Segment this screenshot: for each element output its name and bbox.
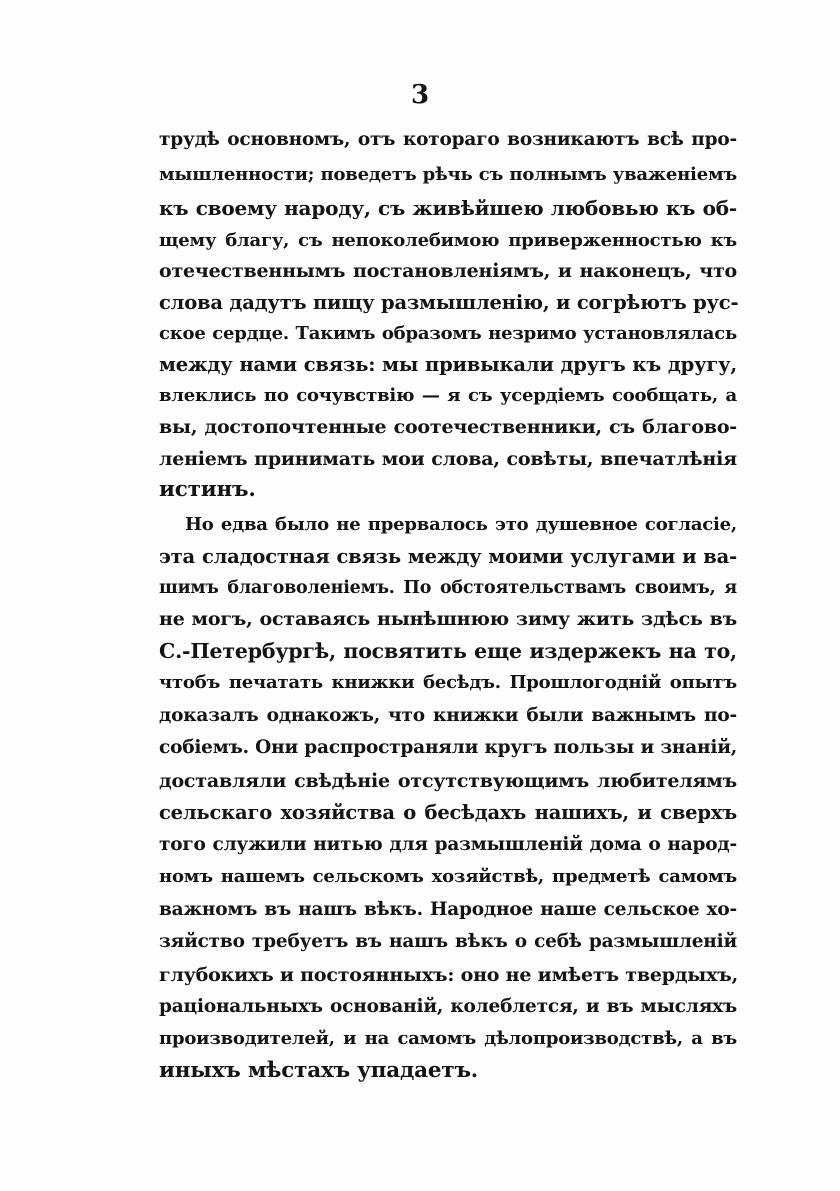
page-number: 3	[410, 80, 430, 110]
text-line: важномъ въ нашъ вѣкъ. Народное наше сельское хо-	[159, 899, 737, 920]
text-line: щему благу, съ непоколебимою приверженностью къ	[159, 230, 737, 251]
text-line: между нами связь: мы привыкали другъ къ другу,	[159, 353, 737, 376]
text-line: истинъ.	[159, 477, 256, 502]
text-line: иныхъ мѣстахъ упадаетъ.	[159, 1058, 479, 1083]
text-line: номъ нашемъ сельскомъ хозяйствѣ, предметѣ самомъ	[159, 866, 737, 887]
text-line: слова дадутъ пищу размышленію, и согрѣютъ рус-	[159, 291, 739, 314]
text-line: С.-Петербургѣ, посвятить еще издержекъ на то,	[159, 639, 737, 663]
text-line: сельскаго хозяйства о бесѣдахъ нашихъ, и сверхъ	[159, 801, 737, 824]
text-line: Но едва было не прервалось это душевное согласіе,	[185, 514, 737, 535]
text-line: мышленности; поведетъ рѣчь съ полнымъ уваженіемъ	[159, 164, 737, 185]
text-line: шимъ благоволеніемъ. По обстоятельствамъ своимъ, я	[159, 578, 737, 598]
text-line: вы, достопочтенные соотечественники, съ благово-	[159, 416, 737, 438]
text-line: влеклись по сочувствію — я съ усердіемъ сообщать, а	[159, 385, 737, 406]
text-line: трудѣ основномъ, отъ котораго возникаютъ всѣ про-	[159, 129, 737, 150]
text-line: глубокихъ и постоянныхъ: оно не имѣетъ твердыхъ,	[159, 964, 739, 986]
text-line: доказалъ однакожъ, что книжки были важнымъ по-	[159, 705, 737, 726]
text-line: не могъ, оставаясь нынѣшнюю зиму жить здѣсь въ	[159, 608, 737, 630]
text-line: чтобъ печатать книжки бесѣдъ. Прошлогодній опытъ	[159, 672, 737, 693]
text-line: отечественнымъ постановленіямъ, и наконецъ, что	[159, 260, 737, 282]
text-line: ское сердце. Такимъ образомъ незримо установлялась	[159, 323, 737, 344]
text-line: собіемъ. Они распространяли кругъ пользы и знаній,	[159, 737, 737, 758]
text-line: къ своему народу, съ живѣйшею любовью къ об-	[159, 196, 737, 220]
text-line: раціональныхъ основаній, колеблется, и въ мысляхъ	[159, 996, 737, 1017]
text-line: производителей, и на самомъ дѣлопроизводствѣ, а въ	[159, 1028, 737, 1049]
text-line: леніемъ принимать мои слова, совѣты, впечатлѣнія	[159, 448, 737, 470]
text-line: эта сладостная связь между моими услугами и ва-	[159, 545, 737, 568]
text-line: доставляли свѣдѣніе отсутствующимъ любителямъ	[159, 770, 737, 792]
text-line: того служили нитью для размышленій дома о народ-	[159, 834, 737, 855]
text-line: зяйство требуетъ въ нашъ вѣкъ о себѣ размышленій	[159, 931, 737, 952]
